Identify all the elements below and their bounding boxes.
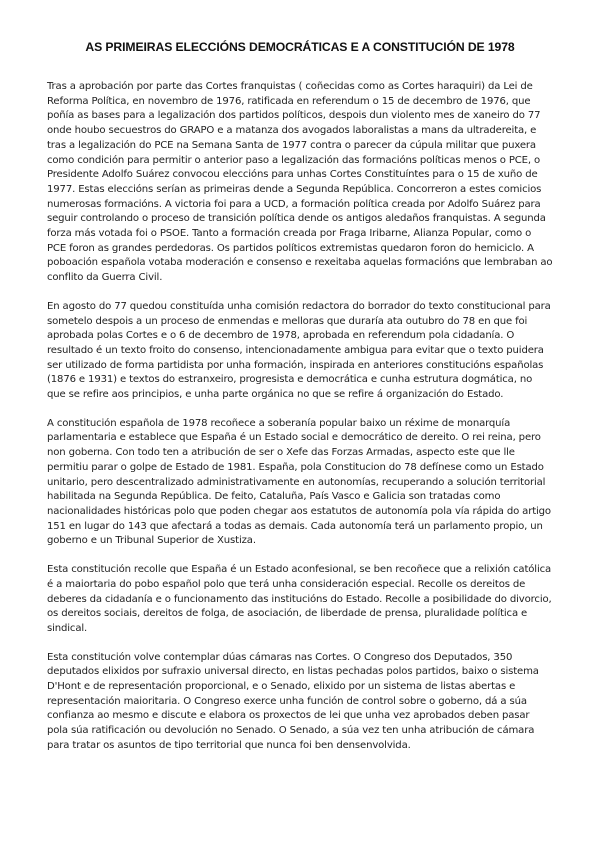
document-title: AS PRIMEIRAS ELECCIÓNS DEMOCRÁTICAS E A CONSTITUCIÓN DE 1978 [85,40,515,54]
paragraph-constitution-drafting: En agosto do 77 quedou constituída unha comisión redactora do borrador do texto constitucional para sometelo despois a un proceso de enmendas e melloras que duraría ata outubro do 78 en que foi aprobada polas Cortes e o 6 de decembro de 1978, aprobada en referendum pola cidadanía. O resultado é un texto froito do consenso, intencionadamente ambigua para evitar que o texto puidera ser utilizado de forma partidista por unha formación, inspirada en anteriores constitucións españolas (1876 e 1931) e textos do estranxeiro, progresista e democrática e cunha estrutura dogmática, no que se refire aos principios, e unha parte orgánica no que se refire á organización do Estado. [47,300,551,401]
paragraph-elections: Tras a aprobación por parte das Cortes franquistas ( coñecidas como as Cortes haraquiri) da Lei de Reforma Política, en novembro de 1976, ratificada en referendum o 15 de decembro de 1976, que poñía as bases para a legalización dos partidos políticos, despois dun violento mes de xaneiro do 77 onde houbo secuestros do GRAPO e a matanza dos avogados laboralistas a mans da ultradereita, e tras a legalización do PCE na Semana Santa de 1977 contra o parecer da cúpula militar que puxera como condición para permitir o anterior paso a legalización das formacións políticas menos o PCE, o Presidente Adolfo Suárez convocou eleccións para unhas Cortes Constituíntes para o 15 de xuño de 1977. Estas eleccións serían as primeiras dende a Segunda República. Concorreron a estes comicios numerosas formacións. A victoria foi para a UCD, a formación política creada por Adolfo Suárez para seguir controlando o proceso de transición política dende os antigos aledaños franquistas. A segunda forza más votada foi o PSOE. Tanto a formación creada por Fraga Iribarne, Alianza Popular, como o PCE foron as grandes perdedoras. Os partidos políticos extremistas quedaron foron do hemiciclo. A poboación española votaba moderación e consenso e rexeitaba aquelas formacións que lembraban ao conflito da Guerra Civil. [47,81,553,284]
paragraph-rights: Esta constitución recolle que España é un Estado aconfesional, se ben recoñece que a relixión católica é a maiortaria do pobo español polo que terá unha consideración especial. Recolle os dereitos de deberes da cidadanía e o funcionamento das institucións do Estado. Recolle a posibilidade do divorcio, os dereitos sociais, dereitos de folga, de asociación, de liberdade de prensa, pluralidade política e sindical. [47,564,552,634]
paragraph-monarchy-autonomies: A constitución española de 1978 recoñece a soberanía popular baixo un réxime de monarquía parlamentaria e establece que España é un Estado social e democrático de dereito. O rei reina, pero non goberna. Con todo ten a atribución de ser o Xefe das Forzas Armadas, aspecto este que lle permitiu parar o golpe de Estado de 1981. España, pola Constitucion do 78 defínese como un Estado unitario, pero descentralizado administrativamente en autonomías, recuperando a solución territorial habilitada na Segunda República. De feito, Cataluña, País Vasco e Galicia son tratadas como nacionalidades históricas polo que poden chegar aos estatutos de autonomía pola vía rápida do artigo 151 en lugar do 143 que afectará a todas as demais. Cada autonomía terá un parlamento propio, un goberno e un Tribunal Superior de Xustiza. [47,417,551,547]
paragraph-cortes-chambers: Esta constitución volve contemplar dúas cámaras nas Cortes. O Congreso dos Deputados, 350 deputados elixidos por sufraxio universal directo, en listas pechadas polos partidos, baixo o sistema D'Hont e de representación proporcional, e o Senado, elixido por un sistema de listas abertas e representación maioritaria. O Congreso exerce unha función de control sobre o goberno, dá a súa confianza ao mesmo e discute e elabora os proxectos de lei que unha vez aprobados deben pasar pola súa ratificación ou devolución no Senado. O Senado, a súa vez ten unha atribución de cámara para tratar os asuntos de tipo territorial que nunca foi ben densenvolvida. [47,651,539,751]
